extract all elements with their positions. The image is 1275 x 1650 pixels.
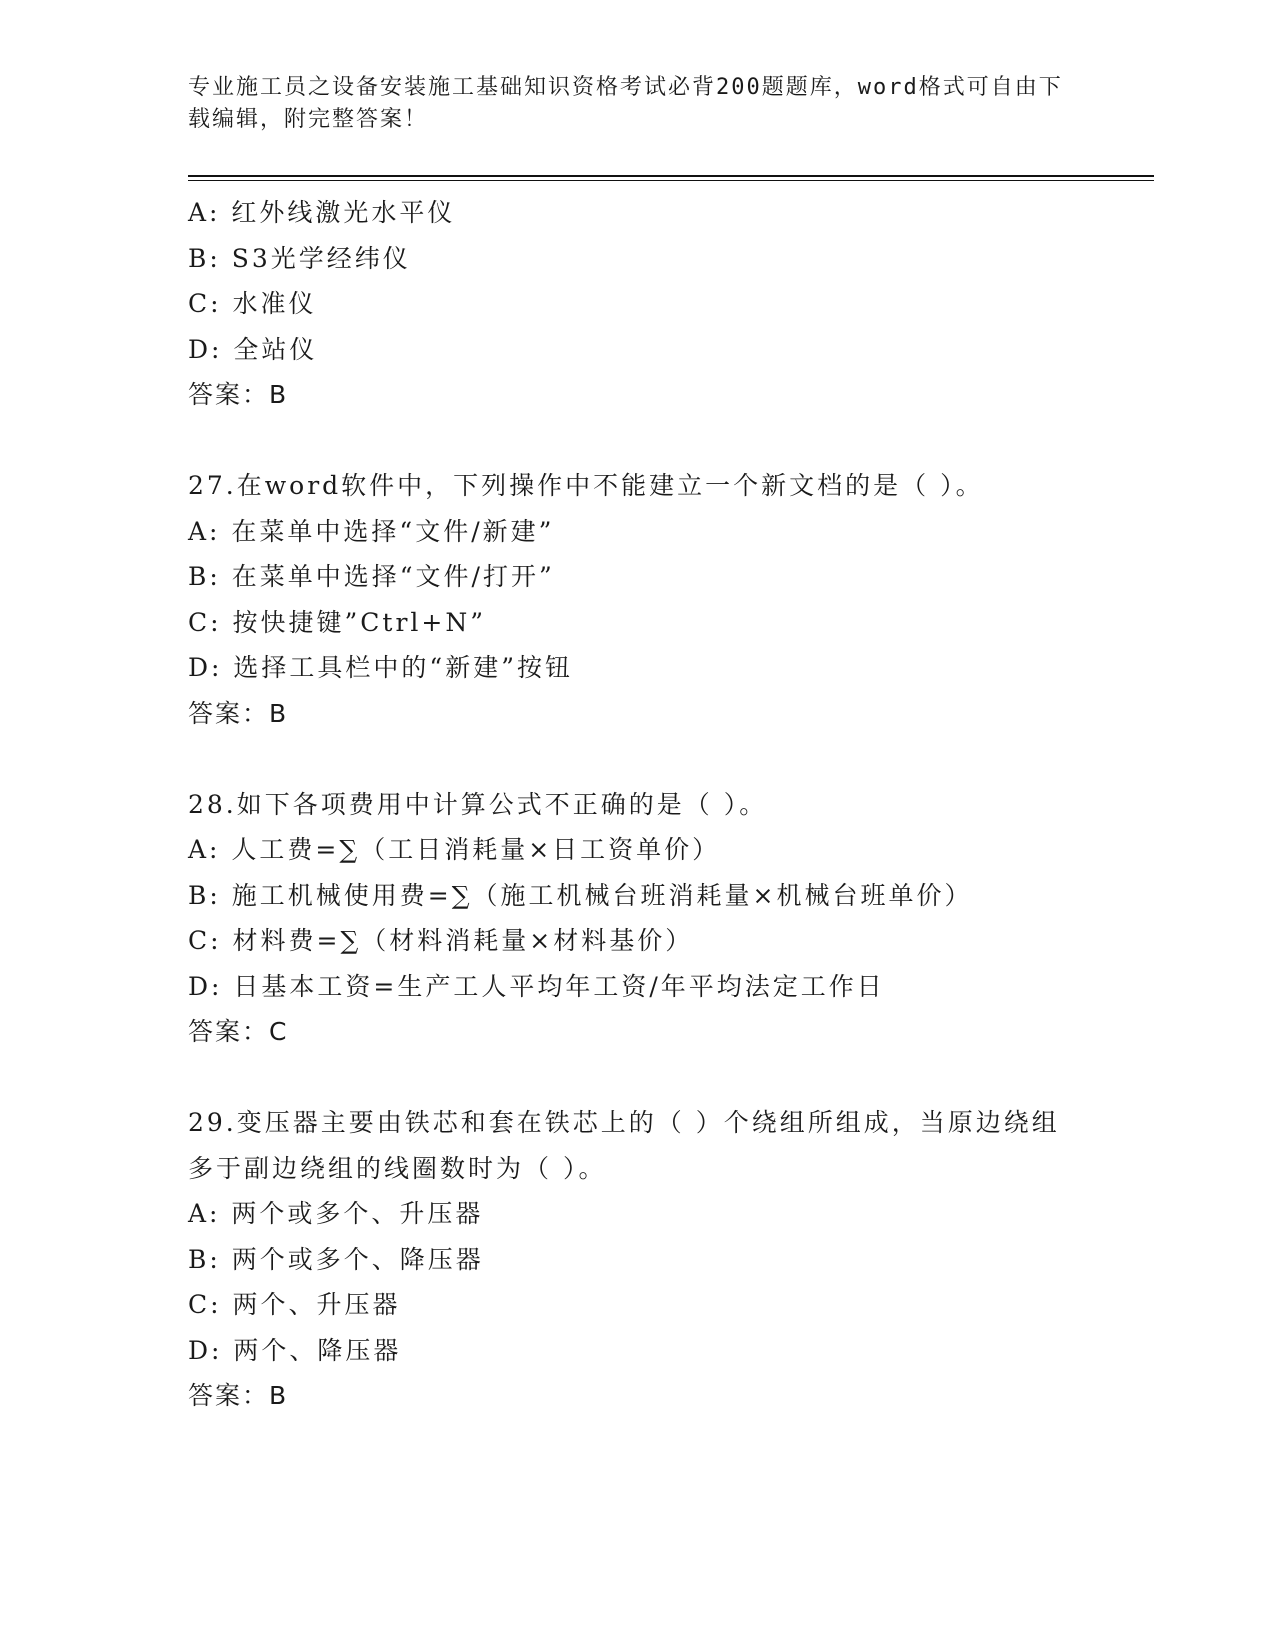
option-c: C: 两个、升压器 xyxy=(188,1290,401,1319)
question-text: 29.变压器主要由铁芯和套在铁芯上的（ ）个绕组所组成，当原边绕组多于副边绕组的线圈数时为（ ）。 xyxy=(188,1108,1060,1183)
option-d: D: 全站仪 xyxy=(188,334,318,364)
spacer xyxy=(188,736,1088,782)
question-text: 27.在word软件中，下列操作中不能建立一个新文档的是（ ）。 xyxy=(188,471,984,500)
option-b: B: S3光学经纬仪 xyxy=(188,243,411,273)
spacer xyxy=(188,418,1088,464)
question-list xyxy=(188,190,1088,1419)
option-c: C: 水准仪 xyxy=(188,289,317,318)
header-divider-thick xyxy=(188,175,1154,177)
option-a: A: 两个或多个、升压器 xyxy=(188,1199,484,1228)
document-header: 专业施工员之设备安装施工基础知识资格考试必背200题题库，word格式可自由下载编辑，附完整答案！ xyxy=(188,75,1063,132)
option-b: B: 施工机械使用费=∑（施工机械台班消耗量×机械台班单价） xyxy=(188,880,973,910)
answer-line: 答案：B xyxy=(188,698,289,728)
question-text: 28.如下各项费用中计算公式不正确的是（ ）。 xyxy=(188,789,768,819)
option-a: A: 红外线激光水平仪 xyxy=(188,198,456,227)
question-block xyxy=(188,463,1088,736)
spacer xyxy=(188,1055,1088,1101)
answer-line: 答案：B xyxy=(188,380,289,409)
answer-line: 答案：C xyxy=(188,1017,289,1046)
option-c: C: 材料费=∑（材料消耗量×材料基价） xyxy=(188,926,694,955)
option-d: D: 选择工具栏中的“新建”按钮 xyxy=(188,653,573,682)
option-d: D: 两个、降压器 xyxy=(188,1335,402,1365)
question-block xyxy=(188,782,1088,1055)
option-c: C: 按快捷键”Ctrl+N” xyxy=(188,607,487,637)
answer-line: 答案：B xyxy=(188,1381,289,1410)
option-a: A: 人工费=∑（工日消耗量×日工资单价） xyxy=(188,835,721,864)
option-b: B: 两个或多个、降压器 xyxy=(188,1244,484,1274)
header-divider-thin xyxy=(188,180,1154,181)
option-b: B: 在菜单中选择“文件/打开” xyxy=(188,562,555,591)
option-a: A: 在菜单中选择“文件/新建” xyxy=(188,516,555,546)
question-block xyxy=(188,1100,1088,1419)
option-d: D: 日基本工资=生产工人平均年工资/年平均法定工作日 xyxy=(188,971,885,1001)
question-block xyxy=(188,190,1088,418)
